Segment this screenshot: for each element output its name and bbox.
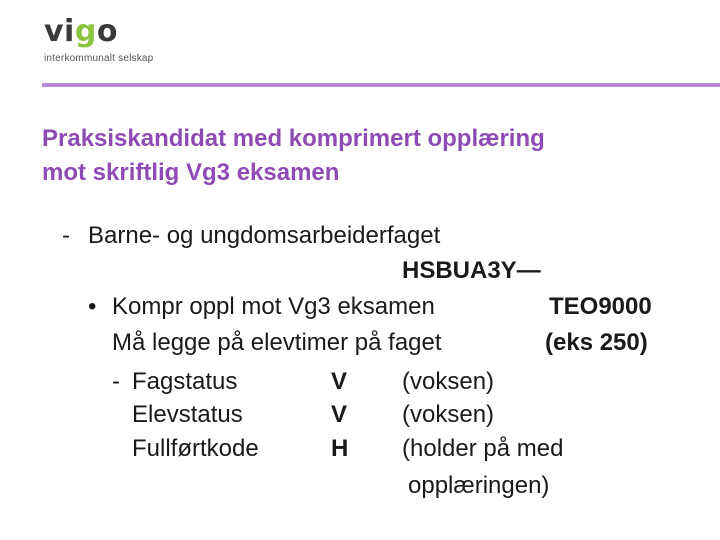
row-desc: (holder på med xyxy=(402,435,564,462)
exam-code: TEO9000 xyxy=(549,293,652,320)
dash-marker-2: - xyxy=(112,368,120,395)
title-line-2: mot skriftlig Vg3 eksamen xyxy=(42,159,340,186)
row-desc: (voksen) xyxy=(402,401,495,428)
row-desc: (voksen) xyxy=(402,368,495,395)
title-line-1: Praksiskandidat med komprimert opplæring xyxy=(42,125,545,152)
hours-code: (eks 250) xyxy=(545,329,648,356)
dash-marker-1: - xyxy=(62,222,70,249)
vigo-logo xyxy=(44,14,118,50)
row-desc-continuation: opplæringen) xyxy=(408,472,550,499)
row-label: Elevstatus xyxy=(132,401,243,428)
item-trade: Barne- og ungdomsarbeiderfaget xyxy=(88,222,441,249)
bullet-marker: • xyxy=(88,293,97,320)
header-divider xyxy=(42,83,720,87)
logo-part1: vi xyxy=(44,14,75,49)
row-code: V xyxy=(331,368,348,395)
row-code: V xyxy=(331,401,348,428)
row-label: Fullførtkode xyxy=(132,435,259,462)
logo-tagline: interkommunalt selskap xyxy=(44,53,154,64)
logo-part3: o xyxy=(96,14,118,49)
row-label: Fagstatus xyxy=(132,368,238,395)
row-code: H xyxy=(331,435,349,462)
item-hours: Må legge på elevtimer på faget xyxy=(112,329,442,356)
slide-title xyxy=(42,122,682,190)
logo-part2: g xyxy=(74,14,97,49)
trade-code: HSBUA3Y— xyxy=(402,257,541,284)
item-compressed: Kompr oppl mot Vg3 eksamen xyxy=(112,293,435,320)
